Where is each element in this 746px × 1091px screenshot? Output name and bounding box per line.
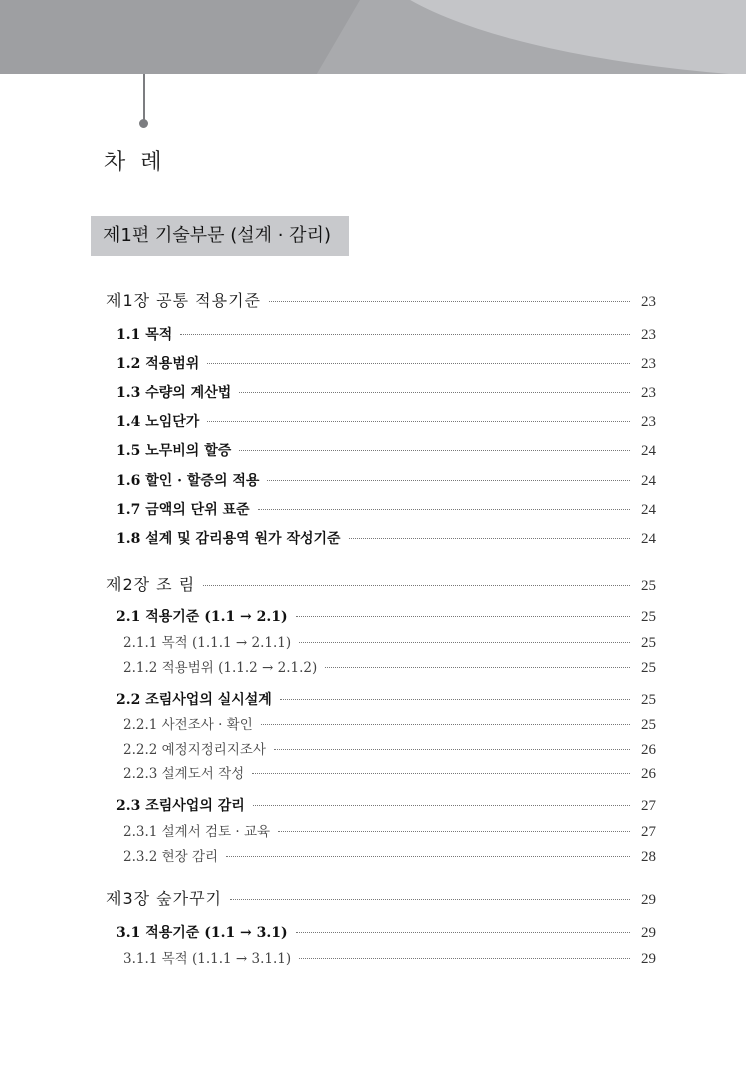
dot-leader — [299, 958, 630, 959]
toc-entry-label: 2.1.2 적용범위 (1.1.2 → 2.1.2) — [123, 660, 318, 676]
toc-entry-page-number: 23 — [641, 294, 656, 310]
toc-entry-label: 제1장 공통 적용기준 — [106, 291, 261, 310]
toc-entry-label: 2.2.2 예정지정리지조사 — [123, 742, 266, 758]
toc-entry-label: 2.3.1 설계서 검토 · 교육 — [123, 824, 271, 840]
toc-entry-section — [116, 470, 656, 490]
toc-entry-page-number: 24 — [641, 502, 656, 518]
toc-entry-page-number: 26 — [641, 766, 656, 782]
toc-entry-section — [116, 411, 656, 431]
dot-leader — [261, 724, 630, 725]
part-heading: 제1편 기술부문 (설계 · 감리) — [91, 216, 349, 256]
dot-leader — [299, 642, 630, 643]
toc-entry-section — [116, 689, 656, 709]
toc-entry-label: 2.2.3 설계도서 작성 — [123, 766, 245, 782]
toc-entry-label: 2.3.2 현장 감리 — [123, 849, 219, 865]
toc-entry-page-number: 23 — [641, 385, 656, 401]
toc-entry-label: 2.1.1 목적 (1.1.1 → 2.1.1) — [123, 635, 292, 651]
dot-leader — [207, 363, 630, 364]
dot-leader — [280, 699, 630, 700]
dot-leader — [203, 585, 630, 586]
toc-entry-page-number: 25 — [641, 578, 656, 594]
toc-entry-page-number: 28 — [641, 849, 656, 865]
dot-leader — [278, 831, 630, 832]
toc-entry-sub — [123, 738, 656, 759]
dot-leader — [296, 932, 630, 933]
toc-entry-section — [116, 324, 656, 344]
toc-entry-label: 2.2.1 사전조사 · 확인 — [123, 717, 253, 733]
dot-leader — [274, 749, 630, 750]
toc-entry-label: 2.1 적용기준 (1.1 → 2.1) — [116, 609, 288, 625]
toc-entry-section — [116, 795, 656, 815]
toc-entry-page-number: 29 — [641, 951, 656, 967]
toc-entry-chapter — [106, 288, 656, 311]
toc-title: 차 례 — [104, 150, 166, 175]
toc-entry-sub — [123, 845, 656, 866]
toc-entry-label: 2.2 조림사업의 실시설계 — [116, 692, 272, 708]
toc-entry-page-number: 26 — [641, 742, 656, 758]
toc-entry-page-number: 25 — [641, 717, 656, 733]
dot-leader — [180, 334, 630, 335]
toc-entry-section — [116, 382, 656, 402]
toc-entry-label: 3.1 적용기준 (1.1 → 3.1) — [116, 925, 288, 941]
toc-entry-sub — [123, 820, 656, 841]
toc-entry-label: 1.3 수량의 계산법 — [116, 385, 232, 401]
toc-entry-section — [116, 606, 656, 626]
toc-entry-label: 제3장 숲가꾸기 — [106, 889, 223, 908]
dot-leader — [226, 856, 630, 857]
toc-entry-page-number: 23 — [641, 414, 656, 430]
toc-entry-section — [116, 353, 656, 373]
dot-leader — [258, 509, 630, 510]
toc-entry-page-number: 25 — [641, 609, 656, 625]
toc-entry-sub — [123, 656, 656, 677]
dot-leader — [267, 480, 630, 481]
dot-leader — [349, 538, 630, 539]
toc-entry-page-number: 24 — [641, 531, 656, 547]
toc-entry-page-number: 24 — [641, 443, 656, 459]
toc-entry-page-number: 27 — [641, 824, 656, 840]
toc-entry-chapter — [106, 886, 656, 909]
toc-entry-sub — [123, 762, 656, 783]
toc-entry-label: 1.1 목적 — [116, 327, 173, 343]
toc-entry-page-number: 25 — [641, 660, 656, 676]
dot-leader — [253, 805, 630, 806]
toc-entry-chapter — [106, 572, 656, 595]
toc-entry-page-number: 29 — [641, 925, 656, 941]
dot-leader — [239, 392, 630, 393]
toc-entry-label: 1.2 적용범위 — [116, 356, 200, 372]
dot-leader — [325, 667, 630, 668]
dot-leader — [207, 421, 630, 422]
toc-entry-page-number: 23 — [641, 356, 656, 372]
toc-entry-label: 1.4 노임단가 — [116, 414, 200, 430]
dot-leader — [252, 773, 630, 774]
dot-leader — [269, 301, 630, 302]
toc-entry-sub — [123, 947, 656, 968]
dot-leader — [239, 450, 630, 451]
toc-entry-section — [116, 440, 656, 460]
toc-entry-label: 1.8 설계 및 감리용역 원가 작성기준 — [116, 531, 341, 547]
toc-entry-label: 1.5 노무비의 할증 — [116, 443, 232, 459]
toc-entry-label: 1.6 할인 · 할증의 적용 — [116, 473, 260, 489]
toc-entry-label: 1.7 금액의 단위 표준 — [116, 502, 250, 518]
toc-entry-section — [116, 528, 656, 548]
toc-entry-page-number: 23 — [641, 327, 656, 343]
toc-entry-section — [116, 922, 656, 942]
toc-entry-label: 3.1.1 목적 (1.1.1 → 3.1.1) — [123, 951, 292, 967]
toc-entry-sub — [123, 713, 656, 734]
toc-entry-label: 제2장 조 림 — [106, 575, 196, 594]
toc-entry-page-number: 25 — [641, 635, 656, 651]
toc-entry-section — [116, 499, 656, 519]
toc-entry-page-number: 25 — [641, 692, 656, 708]
dot-leader — [296, 616, 630, 617]
toc-entry-page-number: 29 — [641, 892, 656, 908]
toc-entry-sub — [123, 631, 656, 652]
toc-entry-page-number: 27 — [641, 798, 656, 814]
toc-entry-page-number: 24 — [641, 473, 656, 489]
dot-leader — [230, 899, 630, 900]
toc-entry-label: 2.3 조림사업의 감리 — [116, 798, 245, 814]
